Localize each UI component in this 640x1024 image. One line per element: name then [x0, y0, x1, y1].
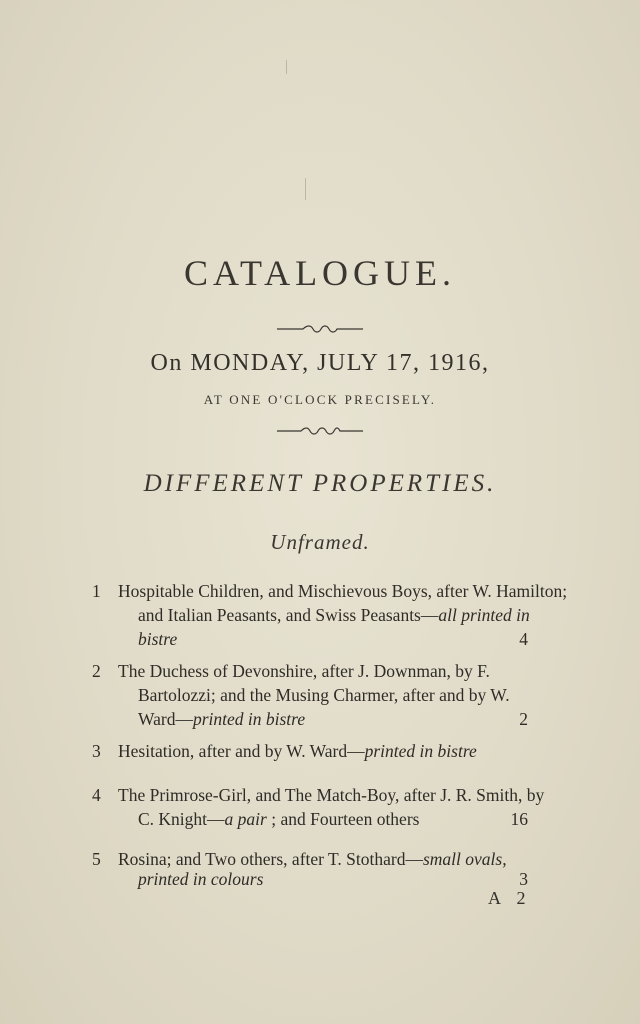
lot-description-line: Hospitable Children, and Mischievous Boys, after W. Hamilton;	[118, 581, 568, 601]
lot-number: 2	[92, 661, 101, 681]
lot-description-line: C. Knight—a pair ; and Fourteen others	[138, 809, 420, 829]
catalogue-title: CATALOGUE.	[183, 253, 457, 293]
lot-description-line: bistre	[138, 629, 178, 649]
lot-number: 1	[92, 581, 101, 601]
ornamental-divider	[0, 322, 640, 340]
lot-quantity: 16	[510, 809, 528, 829]
sale-time: AT ONE O'CLOCK PRECISELY.	[203, 392, 437, 407]
lot-number: 4	[92, 785, 101, 805]
lot-description-line: and Italian Peasants, and Swiss Peasants—all printed in	[138, 605, 530, 625]
lot-description-line: printed in colours	[138, 869, 264, 889]
lot-number: 5	[92, 849, 101, 869]
ornamental-divider	[0, 424, 640, 442]
lot-quantity: 2	[519, 709, 528, 729]
paper-blemish	[305, 178, 306, 200]
lot-description-line: The Primrose-Girl, and The Match-Boy, after J. R. Smith, by	[118, 785, 545, 805]
lot-description-line: Hesitation, after and by W. Ward—printed in bistre	[118, 741, 477, 761]
lot-description-line: Rosina; and Two others, after T. Stothard—small ovals,	[118, 849, 507, 869]
lot-description-line: The Duchess of Devonshire, after J. Downman, by F.	[118, 661, 490, 681]
sale-date: On MONDAY, JULY 17, 1916,	[150, 350, 490, 376]
lot-description-line: Bartolozzi; and the Musing Charmer, after and by W.	[138, 685, 510, 705]
lot-quantity: 4	[519, 629, 528, 649]
subsection-heading: Unframed.	[270, 530, 370, 554]
lot-number: 3	[92, 741, 101, 761]
section-heading: DIFFERENT PROPERTIES.	[143, 470, 497, 497]
signature-mark: A 2	[488, 888, 532, 908]
lot-description-line: Ward—printed in bistre	[138, 709, 306, 729]
lot-quantity: 3	[519, 869, 528, 889]
paper-blemish	[286, 60, 287, 74]
